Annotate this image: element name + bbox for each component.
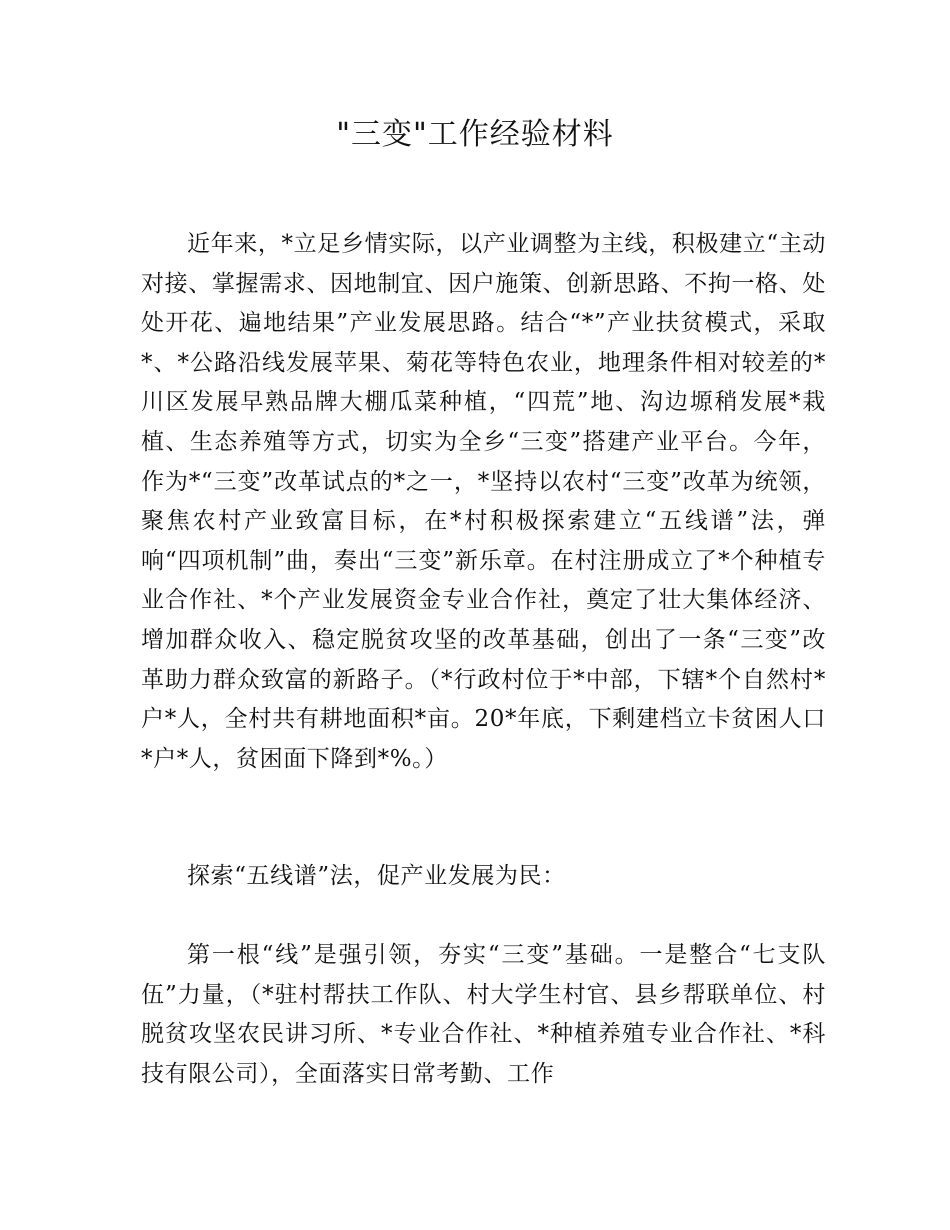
section-heading-five-lines: 探索“五线谱”法，促产业发展为民： bbox=[187, 863, 566, 889]
body-paragraph-intro: 近年来，*立足乡情实际，以产业调整为主线，积极建立“主动对接、掌握需求、因地制宜、因户施策、创新思路、不拘一格、处处开花、遍地结果”产业发展思路。结合“*”产业扶贫模式，采取*、*公路沿线发展苹果、菊花等特色农业，地理条件相对较差的*川区发展早熟品牌大棚瓜菜种植，“四荒”地、沟边塬稍发展*栽植、生态养殖等方式，切实为全乡“三变”搭建产业平台。今年，作为*“三变”改革试点的*之一，*坚持以农村“三变”改革为统领，聚焦农村产业致富目标，在*村积极探索建立“五线谱”法，弹响“四项机制”曲，奏出“三变”新乐章。在村注册成立了*个种植专业合作社、*个产业发展资金专业合作社，奠定了壮大集体经济、增加群众收入、稳定脱贫攻坚的改革基础，创出了一条“三变”改革助力群众致富的新路子。（*行政村位于*中部，下辖*个自然村*户*人，全村共有耕地面积*亩。20*年底，下剩建档立卡贫困人口*户*人，贫困面下降到*%。） bbox=[141, 231, 826, 772]
body-paragraph-first-line: 第一根“线”是强引领，夯实“三变”基础。一是整合“七支队伍”力量，（*驻村帮扶工作队、村大学生村官、县乡帮联单位、村脱贫攻坚农民讲习所、*专业合作社、*种植养殖专业合作社、*科技有限公司），全面落实日常考勤、工作 bbox=[141, 942, 826, 1087]
page-title: "三变"工作经验材料 bbox=[336, 117, 614, 152]
